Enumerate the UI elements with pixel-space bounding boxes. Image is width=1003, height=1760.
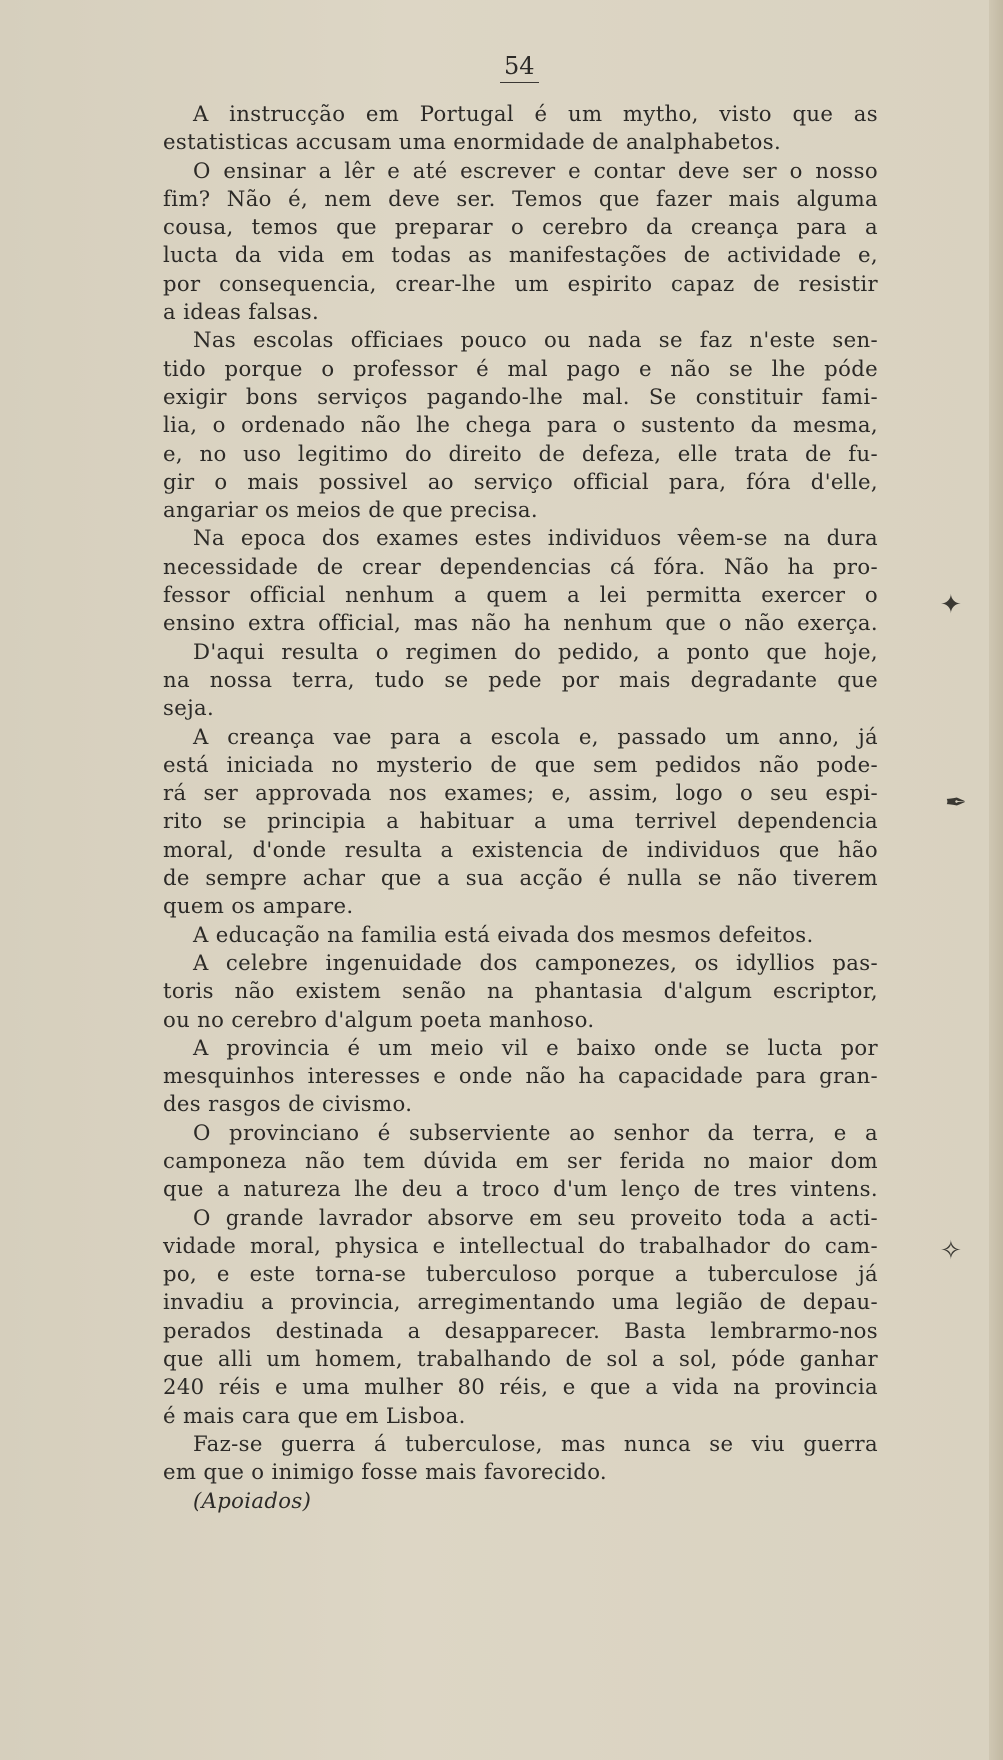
text-line: A celebre ingenuidade dos camponezes, os idyllios pas- (193, 949, 878, 975)
text-line: O provinciano é subserviente ao senhor da terra, e a (193, 1119, 878, 1145)
text-line: gir o mais possivel ao serviço official para, fóra d'elle, (163, 468, 878, 494)
margin-mark-icon: ✒ (945, 788, 967, 818)
text-line: A instrucção em Portugal é um mytho, visto que as (193, 101, 878, 126)
margin-mark-icon: ✧ (940, 1236, 962, 1266)
text-line: D'aqui resulta o regimen do pedido, a ponto que hoje, (193, 638, 878, 664)
text-line: rito se principia a habituar a uma terrivel dependencia (163, 808, 878, 834)
text-line: po, e este torna-se tuberculoso porque a tuberculose já (163, 1261, 878, 1287)
text-line: moral, d'onde resulta a existencia de individuos que hão (163, 836, 878, 862)
text-line: Na epoca dos exames estes individuos vêem-se na dura (193, 525, 878, 551)
text-line: vidade moral, physica e intellectual do trabalhador do cam- (163, 1232, 878, 1258)
text-line: a ideas falsas. (163, 299, 320, 325)
text-line: fessor official nenhum a quem a lei permitta exercer o (163, 582, 878, 608)
text-line: O grande lavrador absorve em seu proveito toda a acti- (193, 1204, 878, 1230)
page-edge (989, 0, 1003, 1760)
text-line: A creança vae para a escola e, passado um anno, já (193, 723, 878, 749)
text-line: em que o inimigo fosse mais favorecido. (163, 1459, 608, 1485)
text-line: angariar os meios de que precisa. (163, 497, 538, 523)
text-line: cousa, temos que preparar o cerebro da creança para a (163, 214, 878, 240)
text-line: por consequencia, crear-lhe um espirito capaz de resistir (163, 270, 878, 296)
body-text (163, 100, 878, 1515)
text-line: mesquinhos interesses e onde não ha capacidade para gran- (163, 1063, 878, 1089)
text-line: necessidade de crear dependencias cá fóra. Não ha pro- (163, 553, 878, 579)
text-line: fim? Não é, nem deve ser. Temos que fazer mais alguma (163, 185, 878, 211)
text-line: exigir bons serviços pagando-lhe mal. Se constituir fami- (163, 383, 878, 409)
text-line: ou no cerebro d'algum poeta manhoso. (163, 1006, 595, 1032)
text-line: tido porque o professor é mal pago e não se lhe póde (163, 355, 878, 381)
text-line: de sempre achar que a sua acção é nulla se não tiverem (163, 865, 878, 891)
text-line: Faz-se guerra á tuberculose, mas nunca se viu guerra (193, 1430, 878, 1456)
text-line: está iniciada no mysterio de que sem pedidos não pode- (163, 751, 878, 777)
text-line: des rasgos de civismo. (163, 1091, 413, 1117)
text-line: é mais cara que em Lisboa. (163, 1402, 466, 1428)
text-line: que alli um homem, trabalhando de sol a sol, póde ganhar (163, 1346, 878, 1372)
text-line: Nas escolas officiaes pouco ou nada se faz n'este sen- (193, 327, 878, 353)
margin-mark-icon: ✦ (940, 590, 962, 620)
text-line: toris não existem senão na phantasia d'algum escriptor, (163, 978, 878, 1004)
text-line: que a natureza lhe deu a troco d'um lenço de tres vintens. (163, 1176, 878, 1202)
text-line: O ensinar a lêr e até escrever e contar deve ser o nosso (193, 157, 878, 183)
page-number: 54 (500, 52, 539, 83)
text-line: quem os ampare. (163, 893, 354, 919)
closing-remark: (Apoiados) (193, 1487, 312, 1513)
text-line: seja. (163, 695, 215, 721)
text-line: A provincia é um meio vil e baixo onde se lucta por (193, 1034, 878, 1060)
text-line: e, no uso legitimo do direito de defeza, elle trata de fu- (163, 440, 878, 466)
text-line: A educação na familia está eivada dos mesmos defeitos. (193, 921, 814, 947)
text-line: na nossa terra, tudo se pede por mais degradante que (163, 666, 878, 692)
text-line: camponeza não tem dúvida em ser ferida no maior dom (163, 1147, 878, 1173)
text-line: lucta da vida em todas as manifestações de actividade e, (163, 242, 878, 268)
text-line: rá ser approvada nos exames; e, assim, logo o seu espi- (163, 780, 878, 806)
text-line: lia, o ordenado não lhe chega para o sustento da mesma, (163, 412, 878, 438)
text-line: estatisticas accusam uma enormidade de analphabetos. (163, 129, 782, 155)
text-line: ensino extra official, mas não ha nenhum que o não exerça. (163, 610, 878, 636)
text-line: invadiu a provincia, arregimentando uma legião de depau- (163, 1289, 878, 1315)
text-line: 240 réis e uma mulher 80 réis, e que a vida na provincia (163, 1374, 878, 1400)
text-line: perados destinada a desapparecer. Basta lembrarmo-nos (163, 1317, 878, 1343)
